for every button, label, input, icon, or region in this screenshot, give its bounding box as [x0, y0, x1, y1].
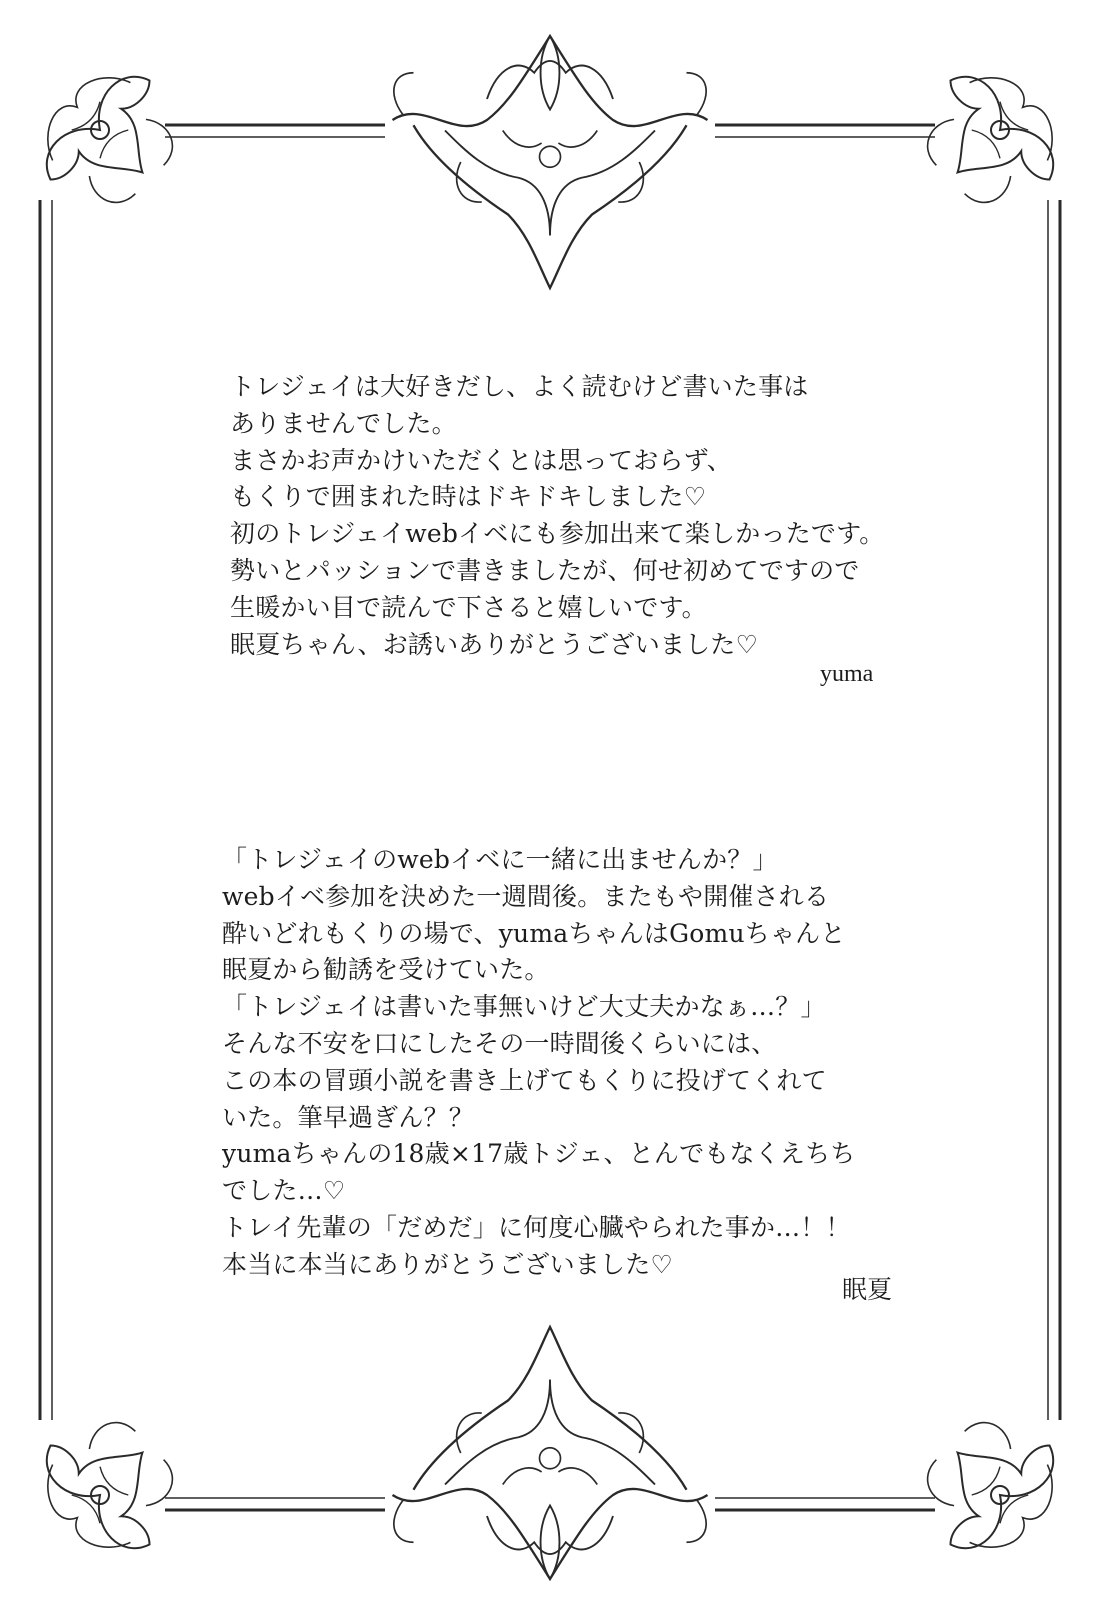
text-line: 勢いとパッションで書きましたが、何せ初めてですので: [230, 555, 860, 585]
text-line: 眠夏ちゃん、お誘いありがとうございました♡: [230, 629, 759, 659]
text-line: まさかお声かけいただくとは思っておらず、: [230, 445, 733, 475]
text-line: 「トレジェイのwebイベに一緒に出ませんか？」: [222, 845, 778, 874]
text-line: トレジェイは大好きだし、よく読むけど書いた事は: [230, 372, 809, 401]
text-line: いた。筆早過ぎん？？: [222, 1102, 475, 1132]
frame-outer-line: [40, 125, 1060, 1510]
text-line: この本の冒頭小説を書き上げてもくりに投げてくれて: [222, 1065, 827, 1095]
afterword-note-minka: [222, 842, 856, 1284]
text-line: 本当に本当にありがとうございました♡: [222, 1249, 674, 1279]
text-line: そんな不安を口にしたその一時間後くらいには、: [222, 1028, 777, 1058]
text-line: もくりで囲まれた時はドキドキしました♡: [230, 482, 707, 512]
text-line: 眠夏から勧誘を受けていた。: [222, 955, 550, 985]
text-line: yumaちゃんの18歳×17歳トジェ、とんでもなくえちち: [222, 1139, 856, 1169]
text-line: でした…♡: [222, 1176, 346, 1206]
text-line: 「トレジェイは書いた事無いけど大丈夫かなぁ…？」: [222, 992, 826, 1022]
text-line: 初のトレジェイwebイベにも参加出来て楽しかったです。: [230, 519, 885, 549]
signature-minka: 眠夏: [842, 1275, 893, 1304]
frame-inner-line: [52, 137, 1048, 1498]
text-line: 生暖かい目で読んで下さると嬉しいです。: [230, 592, 707, 622]
text-line: webイベ参加を決めた一週間後。またもや開催される: [222, 881, 830, 911]
text-line: ありませんでした。: [230, 408, 457, 438]
text-line: 酔いどれもくりの場で、yumaちゃんはGomuちゃんと: [222, 918, 846, 948]
signature-yuma: yuma: [820, 661, 874, 687]
afterword-note-yuma: [230, 369, 884, 663]
text-line: トレイ先輩の「だめだ」に何度心臓やられた事か…！！: [222, 1212, 851, 1242]
